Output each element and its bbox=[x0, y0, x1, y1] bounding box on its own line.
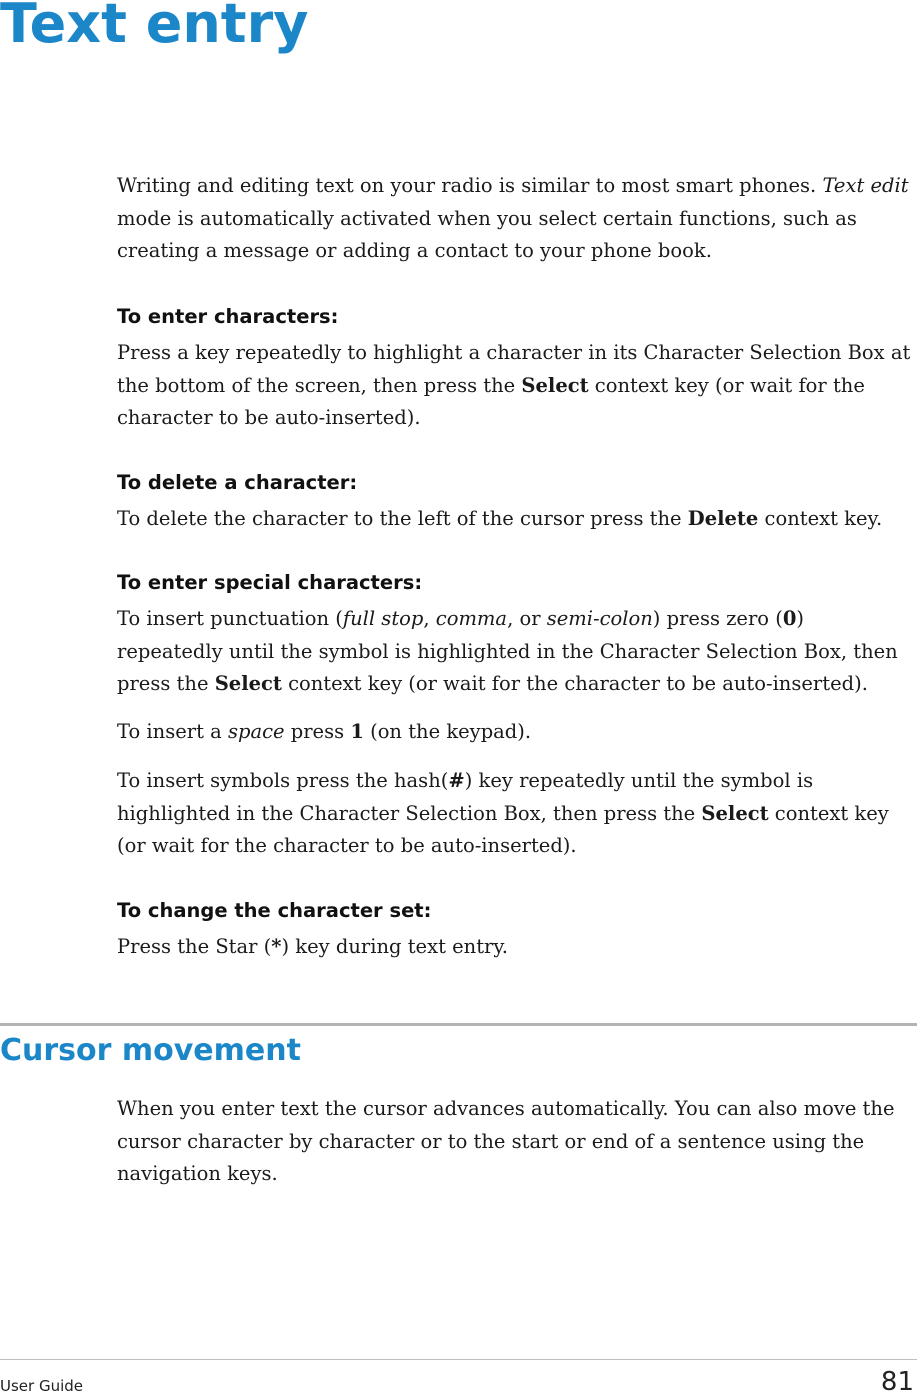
special-chars-paragraph-1 bbox=[117, 603, 914, 701]
text-run: press bbox=[284, 720, 351, 743]
enter-chars-heading: To enter characters: bbox=[117, 305, 339, 328]
delete-char-text: To delete the character to the left of the cursor press the bbox=[117, 507, 688, 530]
delete-char-paragraph bbox=[117, 503, 914, 536]
text-run: context key (or wait for the character to be auto-inserted). bbox=[281, 672, 868, 695]
select-key-label: Select bbox=[521, 373, 589, 397]
enter-chars-text: Press a key repeatedly to highlight a character in its Character Selection Box at the bottom of the screen, then press the bbox=[117, 341, 911, 397]
enter-chars-paragraph bbox=[117, 337, 914, 435]
bold-run: Select bbox=[701, 801, 769, 825]
bold-run: # bbox=[448, 769, 465, 792]
intro-text: Writing and editing text on your radio is similar to most smart phones. bbox=[117, 174, 823, 197]
text-run: Press the Star ( bbox=[117, 935, 272, 958]
footer-divider bbox=[0, 1359, 917, 1360]
text-run: (on the keypad). bbox=[363, 720, 532, 743]
footer-label: User Guide bbox=[0, 1377, 84, 1395]
special-chars-paragraph-3 bbox=[117, 765, 914, 863]
delete-key-label: Delete bbox=[687, 507, 759, 530]
special-chars-heading: To enter special characters: bbox=[117, 571, 423, 594]
text-run: , bbox=[423, 607, 436, 630]
text-run: ) key during text entry. bbox=[281, 935, 508, 958]
enter-chars-text-2: context key (or wait for the character to be auto-inserted). bbox=[117, 373, 865, 429]
text-run: ) key repeatedly until the symbol is highlighted in the Character Selection Box, then press the bbox=[117, 769, 814, 825]
char-set-paragraph bbox=[117, 931, 914, 964]
italic-run: comma bbox=[435, 607, 508, 630]
cursor-text: When you enter text the cursor advances automatically. You can also move the cursor character by character or to the start or end of a sentence using the navigation keys. bbox=[117, 1097, 895, 1185]
text-run: ) repeatedly until the symbol is highlighted in the Character Selection Box, then press the bbox=[117, 607, 898, 695]
delete-char-heading: To delete a character: bbox=[117, 471, 358, 494]
bold-run: Select bbox=[214, 672, 282, 695]
delete-char-text-2: context key. bbox=[758, 507, 883, 530]
intro-text-2: mode is automatically activated when you select certain functions, such as creating a message or adding a contact to your phone book. bbox=[117, 206, 857, 262]
intro-italic: Text edit bbox=[822, 174, 909, 197]
bold-run: 1 bbox=[350, 720, 364, 743]
text-run: To insert symbols press the hash( bbox=[117, 769, 449, 792]
special-chars-paragraph-2 bbox=[117, 716, 914, 749]
page-number: 81 bbox=[880, 1367, 914, 1397]
text-run: ) press zero ( bbox=[652, 607, 783, 630]
italic-run: full stop bbox=[342, 607, 424, 630]
text-run: To insert punctuation ( bbox=[117, 607, 343, 630]
italic-run: semi-colon bbox=[546, 607, 653, 630]
text-run: context key (or wait for the character to be auto-inserted). bbox=[117, 801, 889, 857]
intro-paragraph bbox=[117, 170, 914, 268]
text-run: , or bbox=[507, 607, 547, 630]
page-title: Text entry bbox=[0, 0, 309, 55]
cursor-movement-title: Cursor movement bbox=[0, 1033, 301, 1068]
star-key-label: * bbox=[271, 935, 282, 958]
bold-run: 0 bbox=[782, 607, 797, 630]
section-divider bbox=[0, 1023, 917, 1026]
italic-run: space bbox=[227, 720, 285, 743]
cursor-paragraph bbox=[117, 1093, 914, 1191]
text-run: To insert a bbox=[117, 720, 228, 743]
char-set-heading: To change the character set: bbox=[117, 899, 432, 922]
